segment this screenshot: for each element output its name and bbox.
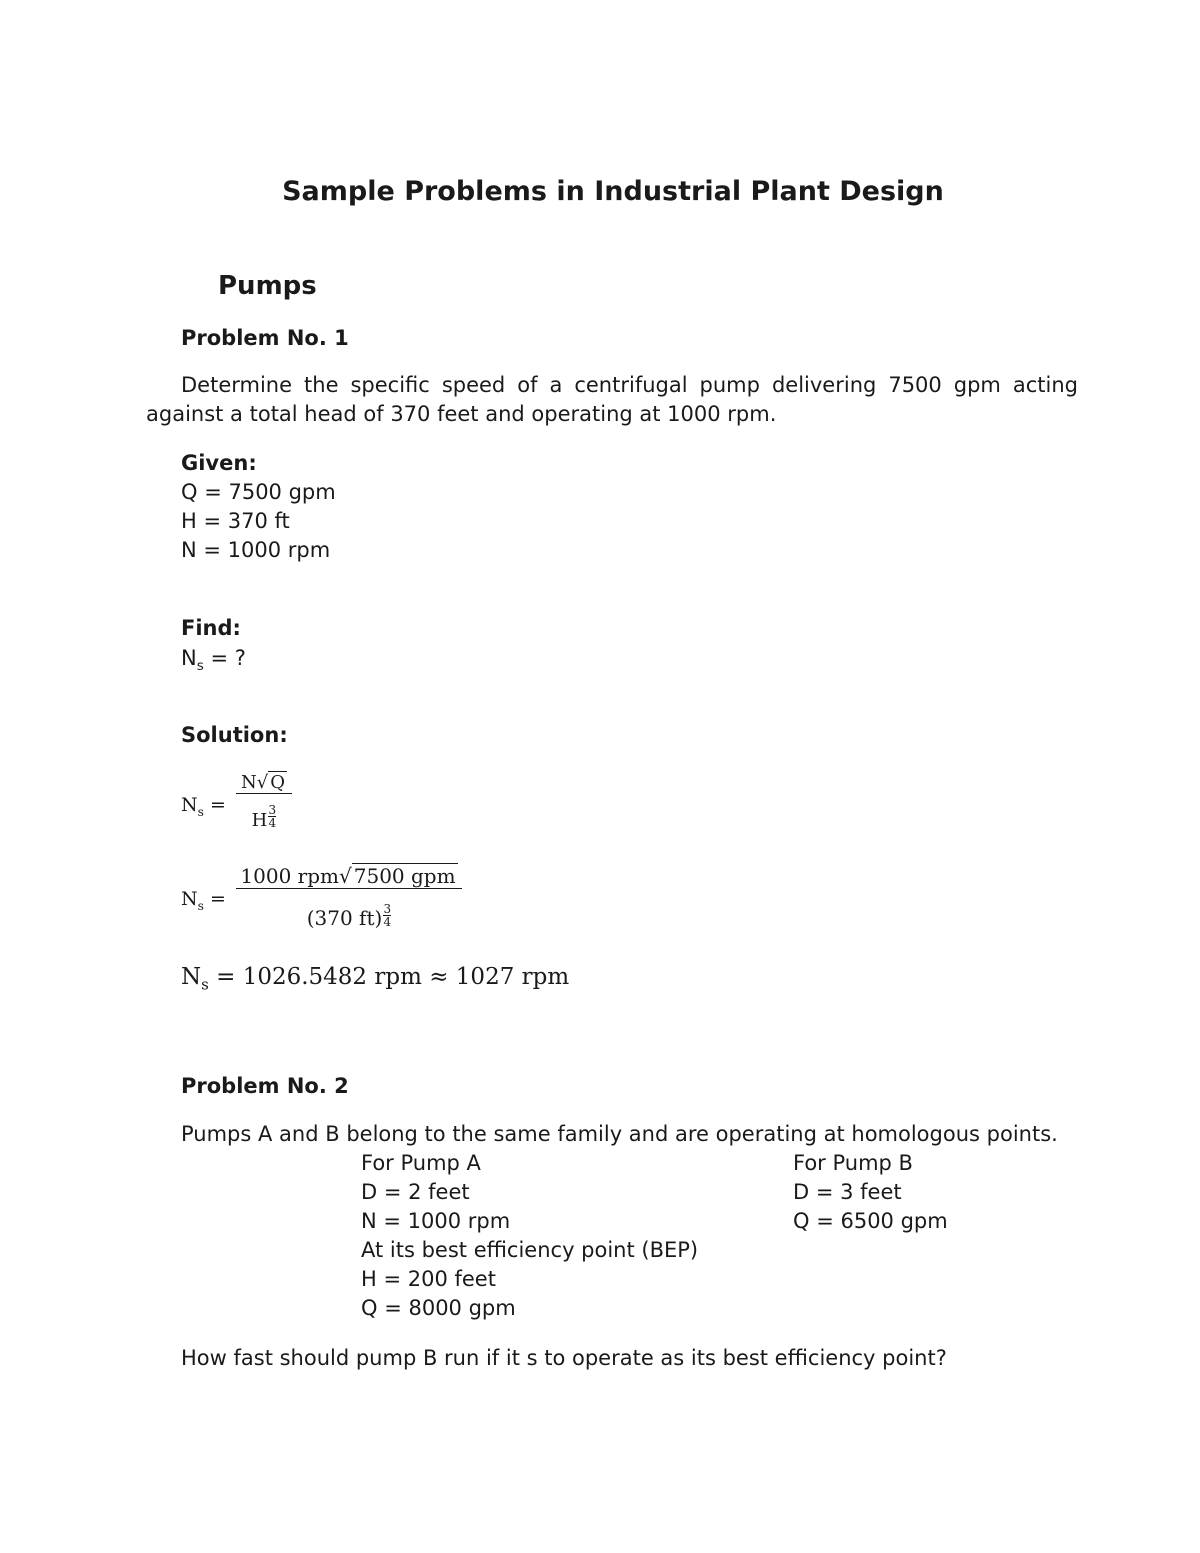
eq2-fraction-bar (236, 888, 462, 889)
eq1-exp-num: 3 (268, 803, 277, 817)
section-heading-pumps: Pumps (218, 271, 317, 301)
eq2-sqrt-symbol: √ (339, 864, 352, 888)
given-heading: Given: (181, 451, 257, 475)
problem-1-statement-line-1: Determine the specific speed of a centrifugal pump delivering 7500 gpm acting (181, 373, 1078, 397)
pump-a-diameter: D = 2 feet (361, 1180, 470, 1204)
eq2-numerator (240, 864, 457, 888)
equation-1-lhs (181, 794, 226, 819)
eq3-lhs-n: N (181, 964, 202, 990)
eq1-sqrt-symbol: √ (256, 772, 269, 793)
find-subscript: s (196, 658, 204, 675)
problem-1-heading: Problem No. 1 (181, 326, 349, 350)
eq1-radicand: Q (270, 772, 285, 793)
equation-2-lhs (181, 888, 226, 913)
eq2-num-n: 1000 rpm (240, 864, 339, 888)
eq1-den-base: H (251, 810, 268, 831)
problem-2-statement: Pumps A and B belong to the same family and are operating at homologous points. (181, 1122, 1058, 1146)
problem-2-question: How fast should pump B run if it s to operate as its best efficiency point? (181, 1346, 947, 1370)
eq1-exp-den: 4 (268, 816, 277, 830)
eq2-exp-num: 3 (383, 902, 392, 916)
find-expression (181, 646, 246, 674)
eq1-lhs-sub: s (197, 804, 204, 819)
eq2-equals: = (210, 888, 226, 910)
equation-3-result (181, 964, 569, 994)
equation-1-fraction (236, 772, 292, 831)
eq3-result-text: = 1026.5482 rpm ≈ 1027 rpm (216, 964, 570, 990)
eq2-exp-den: 4 (383, 915, 392, 929)
eq1-numerator (241, 772, 287, 793)
pump-b-diameter: D = 3 feet (793, 1180, 902, 1204)
pump-a-label: For Pump A (361, 1151, 481, 1175)
problem-2-heading: Problem No. 2 (181, 1074, 349, 1098)
document-title: Sample Problems in Industrial Plant Design (282, 176, 944, 207)
eq2-lhs-sub: s (197, 898, 204, 913)
given-n: N = 1000 rpm (181, 538, 331, 562)
eq1-fraction-bar (236, 793, 292, 794)
eq1-denominator (252, 804, 277, 831)
pump-b-label: For Pump B (793, 1151, 913, 1175)
pump-a-bep-label: At its best efficiency point (BEP) (361, 1238, 699, 1262)
find-heading: Find: (181, 616, 241, 640)
eq1-lhs-n: N (181, 794, 198, 816)
find-rest: = ? (203, 646, 246, 670)
eq2-lhs-n: N (181, 888, 198, 910)
problem-1-statement-line-2: against a total head of 370 feet and operating at 1000 rpm. (146, 402, 777, 426)
eq1-exponent (268, 804, 276, 829)
pump-b-flow: Q = 6500 gpm (793, 1209, 948, 1233)
given-q: Q = 7500 gpm (181, 480, 336, 504)
eq1-equals: = (210, 794, 226, 816)
given-h: H = 370 ft (181, 509, 290, 533)
eq2-exponent (383, 903, 391, 928)
eq2-radicand: 7500 gpm (353, 864, 456, 888)
pump-a-flow: Q = 8000 gpm (361, 1296, 516, 1320)
pump-a-speed: N = 1000 rpm (361, 1209, 511, 1233)
pump-a-head: H = 200 feet (361, 1267, 496, 1291)
solution-heading: Solution: (181, 723, 288, 747)
find-variable: N (181, 646, 197, 670)
eq2-denominator (307, 903, 392, 930)
eq1-num-n: N (241, 772, 257, 793)
eq2-den-base: (370 ft) (306, 906, 383, 930)
problem-1-statement (146, 371, 1078, 429)
eq3-lhs-sub: s (201, 975, 209, 994)
equation-2-fraction (236, 864, 462, 930)
